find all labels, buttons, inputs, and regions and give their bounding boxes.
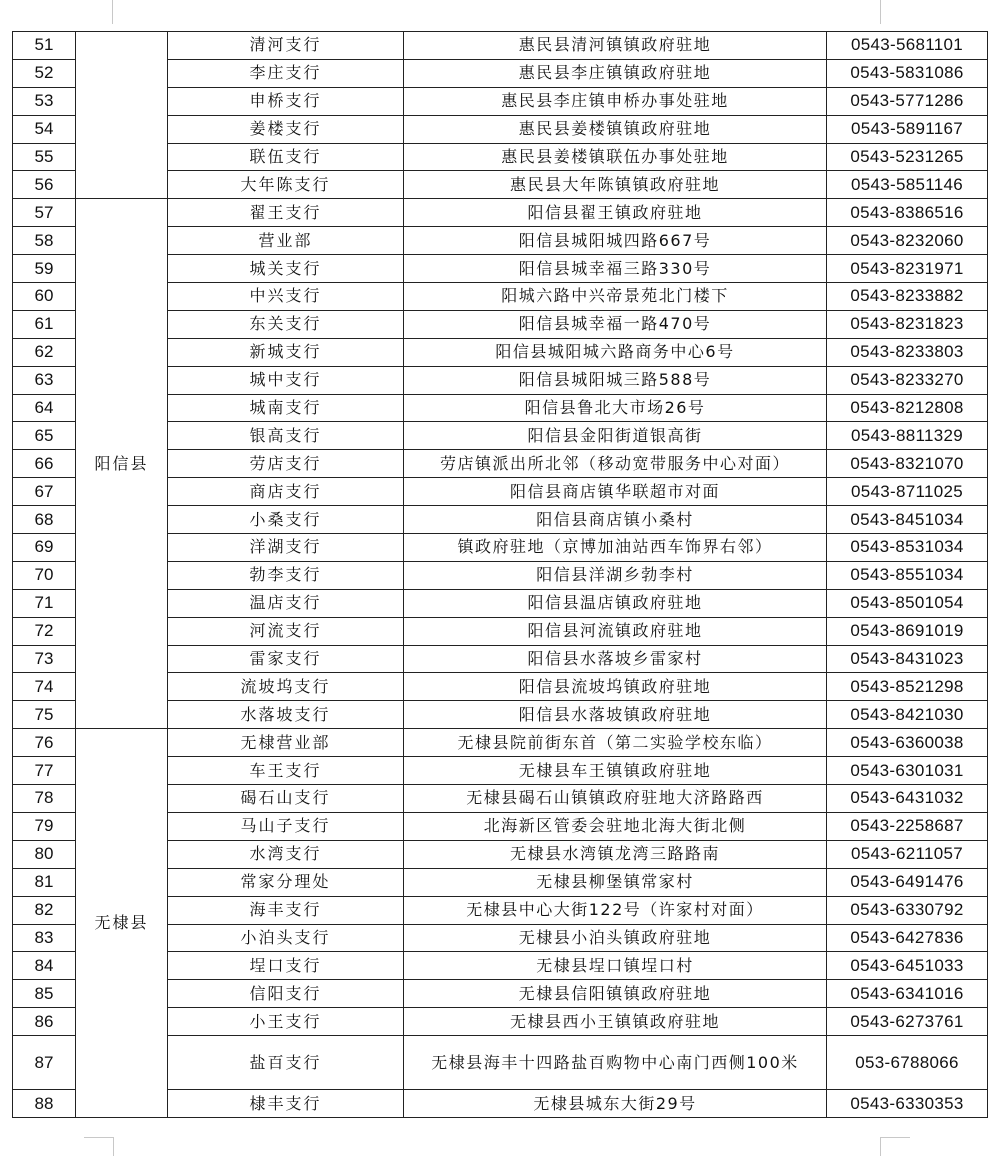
branch-address: 阳信县城幸福三路330号	[404, 255, 827, 283]
crop-mark-top-left	[112, 0, 113, 24]
branch-address: 无棣县柳堡镇常家村	[404, 868, 827, 896]
branch-name: 勃李支行	[168, 561, 404, 589]
county-cell: 阳信县	[76, 199, 168, 729]
branch-phone: 0543-2258687	[827, 812, 988, 840]
crop-mark-top-right	[880, 0, 881, 24]
row-number: 85	[13, 980, 76, 1008]
row-number: 81	[13, 868, 76, 896]
branch-phone: 0543-8691019	[827, 617, 988, 645]
branch-address: 阳信县金阳街道银高街	[404, 422, 827, 450]
row-number: 82	[13, 896, 76, 924]
branch-phone: 0543-8321070	[827, 450, 988, 478]
branch-address: 劳店镇派出所北邻（移动宽带服务中心对面）	[404, 450, 827, 478]
branch-address: 阳信县洋湖乡勃李村	[404, 561, 827, 589]
row-number: 56	[13, 171, 76, 199]
branch-name: 洋湖支行	[168, 534, 404, 562]
branch-phone: 0543-6427836	[827, 924, 988, 952]
row-number: 70	[13, 561, 76, 589]
branch-address: 惠民县姜楼镇镇政府驻地	[404, 115, 827, 143]
branch-address: 无棣县城东大街29号	[404, 1090, 827, 1118]
row-number: 77	[13, 757, 76, 785]
row-number: 86	[13, 1008, 76, 1036]
branch-name: 城关支行	[168, 255, 404, 283]
row-number: 88	[13, 1090, 76, 1118]
row-number: 83	[13, 924, 76, 952]
row-number: 67	[13, 478, 76, 506]
row-number: 61	[13, 310, 76, 338]
row-number: 59	[13, 255, 76, 283]
row-number: 73	[13, 645, 76, 673]
row-number: 78	[13, 785, 76, 813]
branch-phone: 0543-6330792	[827, 896, 988, 924]
row-number: 71	[13, 589, 76, 617]
branch-name: 碣石山支行	[168, 785, 404, 813]
branch-phone: 0543-6451033	[827, 952, 988, 980]
branch-phone: 0543-8386516	[827, 199, 988, 227]
branch-name: 大年陈支行	[168, 171, 404, 199]
branch-phone: 0543-8212808	[827, 394, 988, 422]
row-number: 62	[13, 338, 76, 366]
branch-address: 阳信县鲁北大市场26号	[404, 394, 827, 422]
branch-phone: 0543-8531034	[827, 534, 988, 562]
row-number: 58	[13, 227, 76, 255]
branch-address: 阳城六路中兴帝景苑北门楼下	[404, 283, 827, 311]
branch-name: 商店支行	[168, 478, 404, 506]
branch-phone: 0543-8233803	[827, 338, 988, 366]
row-number: 55	[13, 143, 76, 171]
branch-name: 棣丰支行	[168, 1090, 404, 1118]
row-number: 63	[13, 366, 76, 394]
branch-phone: 0543-5231265	[827, 143, 988, 171]
branch-phone: 0543-8451034	[827, 506, 988, 534]
branch-name: 营业部	[168, 227, 404, 255]
branch-name: 海丰支行	[168, 896, 404, 924]
branch-phone: 0543-6330353	[827, 1090, 988, 1118]
branch-name: 申桥支行	[168, 87, 404, 115]
table-row	[13, 199, 988, 227]
branch-name: 常家分理处	[168, 868, 404, 896]
branch-address: 无棣县埕口镇埕口村	[404, 952, 827, 980]
branch-address: 阳信县商店镇华联超市对面	[404, 478, 827, 506]
branch-name: 新城支行	[168, 338, 404, 366]
branch-address: 阳信县水落坡乡雷家村	[404, 645, 827, 673]
branch-name: 小泊头支行	[168, 924, 404, 952]
branch-address: 阳信县河流镇政府驻地	[404, 617, 827, 645]
branch-name: 雷家支行	[168, 645, 404, 673]
branch-phone: 0543-6341016	[827, 980, 988, 1008]
row-number: 52	[13, 59, 76, 87]
branch-name: 无棣营业部	[168, 729, 404, 757]
branch-phone: 0543-6273761	[827, 1008, 988, 1036]
row-number: 80	[13, 840, 76, 868]
branch-phone: 0543-6301031	[827, 757, 988, 785]
branch-phone: 0543-8431023	[827, 645, 988, 673]
branch-phone: 0543-5851146	[827, 171, 988, 199]
branch-phone: 0543-8231823	[827, 310, 988, 338]
crop-mark-bottom-right-h	[880, 1137, 910, 1138]
branch-address: 无棣县车王镇镇政府驻地	[404, 757, 827, 785]
branch-phone: 0543-5831086	[827, 59, 988, 87]
branch-address: 阳信县翟王镇政府驻地	[404, 199, 827, 227]
branch-phone: 0543-6360038	[827, 729, 988, 757]
branch-name: 东关支行	[168, 310, 404, 338]
row-number: 60	[13, 283, 76, 311]
row-number: 76	[13, 729, 76, 757]
branch-address: 北海新区管委会驻地北海大街北侧	[404, 812, 827, 840]
row-number: 66	[13, 450, 76, 478]
branch-name: 河流支行	[168, 617, 404, 645]
branch-name: 流坡坞支行	[168, 673, 404, 701]
branch-name: 李庄支行	[168, 59, 404, 87]
crop-mark-bottom-left-h	[84, 1137, 114, 1138]
branch-name: 水落坡支行	[168, 701, 404, 729]
branch-name: 车王支行	[168, 757, 404, 785]
county-cell	[76, 32, 168, 199]
branch-name: 清河支行	[168, 32, 404, 60]
county-cell: 无棣县	[76, 729, 168, 1118]
branch-name: 马山子支行	[168, 812, 404, 840]
branch-address: 惠民县李庄镇申桥办事处驻地	[404, 87, 827, 115]
branch-phone: 0543-8421030	[827, 701, 988, 729]
branch-name: 埕口支行	[168, 952, 404, 980]
branch-name: 城中支行	[168, 366, 404, 394]
branch-phone: 0543-8231971	[827, 255, 988, 283]
branch-address: 镇政府驻地（京博加油站西车饰界右邻）	[404, 534, 827, 562]
branch-name: 翟王支行	[168, 199, 404, 227]
branch-phone: 0543-8233270	[827, 366, 988, 394]
branch-address: 阳信县水落坡镇政府驻地	[404, 701, 827, 729]
branch-address: 阳信县城阳城三路588号	[404, 366, 827, 394]
crop-mark-bottom-right-v	[880, 1137, 881, 1156]
branch-address: 阳信县城阳城六路商务中心6号	[404, 338, 827, 366]
crop-mark-bottom-left-v	[113, 1137, 114, 1156]
branch-address: 无棣县中心大街122号（许家村对面）	[404, 896, 827, 924]
row-number: 68	[13, 506, 76, 534]
row-number: 87	[13, 1036, 76, 1090]
branch-name: 盐百支行	[168, 1036, 404, 1090]
branch-address: 惠民县李庄镇镇政府驻地	[404, 59, 827, 87]
branch-address: 惠民县姜楼镇联伍办事处驻地	[404, 143, 827, 171]
branch-address: 阳信县城阳城四路667号	[404, 227, 827, 255]
branch-address: 无棣县海丰十四路盐百购物中心南门西侧100米	[404, 1036, 827, 1090]
table-row	[13, 729, 988, 757]
row-number: 74	[13, 673, 76, 701]
row-number: 84	[13, 952, 76, 980]
row-number: 64	[13, 394, 76, 422]
branch-phone: 053-6788066	[827, 1036, 988, 1090]
branch-phone: 0543-6211057	[827, 840, 988, 868]
branch-phone: 0543-8232060	[827, 227, 988, 255]
branch-phone: 0543-6491476	[827, 868, 988, 896]
row-number: 51	[13, 32, 76, 60]
branch-phone: 0543-5771286	[827, 87, 988, 115]
branch-phone: 0543-5891167	[827, 115, 988, 143]
branch-phone: 0543-6431032	[827, 785, 988, 813]
branch-address: 阳信县温店镇政府驻地	[404, 589, 827, 617]
row-number: 65	[13, 422, 76, 450]
branch-address: 阳信县流坡坞镇政府驻地	[404, 673, 827, 701]
row-number: 54	[13, 115, 76, 143]
branch-phone: 0543-5681101	[827, 32, 988, 60]
branch-name: 银高支行	[168, 422, 404, 450]
branch-phone: 0543-8233882	[827, 283, 988, 311]
branch-address: 阳信县城幸福一路470号	[404, 310, 827, 338]
branch-address: 阳信县商店镇小桑村	[404, 506, 827, 534]
branch-address: 惠民县清河镇镇政府驻地	[404, 32, 827, 60]
branch-name: 劳店支行	[168, 450, 404, 478]
row-number: 75	[13, 701, 76, 729]
branch-address: 无棣县西小王镇镇政府驻地	[404, 1008, 827, 1036]
branch-phone: 0543-8521298	[827, 673, 988, 701]
branch-phone: 0543-8711025	[827, 478, 988, 506]
branch-name: 温店支行	[168, 589, 404, 617]
branch-address: 无棣县碣石山镇镇政府驻地大济路路西	[404, 785, 827, 813]
branch-name: 城南支行	[168, 394, 404, 422]
branch-name: 信阳支行	[168, 980, 404, 1008]
branch-phone: 0543-8501054	[827, 589, 988, 617]
branch-phone: 0543-8811329	[827, 422, 988, 450]
row-number: 79	[13, 812, 76, 840]
branch-name: 小桑支行	[168, 506, 404, 534]
branch-address: 惠民县大年陈镇镇政府驻地	[404, 171, 827, 199]
branch-address: 无棣县水湾镇龙湾三路路南	[404, 840, 827, 868]
branch-name: 中兴支行	[168, 283, 404, 311]
branch-name: 联伍支行	[168, 143, 404, 171]
row-number: 57	[13, 199, 76, 227]
table-row	[13, 32, 988, 60]
row-number: 69	[13, 534, 76, 562]
row-number: 53	[13, 87, 76, 115]
branch-address: 无棣县院前街东首（第二实验学校东临）	[404, 729, 827, 757]
row-number: 72	[13, 617, 76, 645]
branch-name: 水湾支行	[168, 840, 404, 868]
branch-address: 无棣县小泊头镇政府驻地	[404, 924, 827, 952]
branch-table	[12, 31, 988, 1118]
branch-name: 小王支行	[168, 1008, 404, 1036]
branch-phone: 0543-8551034	[827, 561, 988, 589]
branch-name: 姜楼支行	[168, 115, 404, 143]
branch-table-body	[13, 32, 988, 1118]
branch-address: 无棣县信阳镇镇政府驻地	[404, 980, 827, 1008]
